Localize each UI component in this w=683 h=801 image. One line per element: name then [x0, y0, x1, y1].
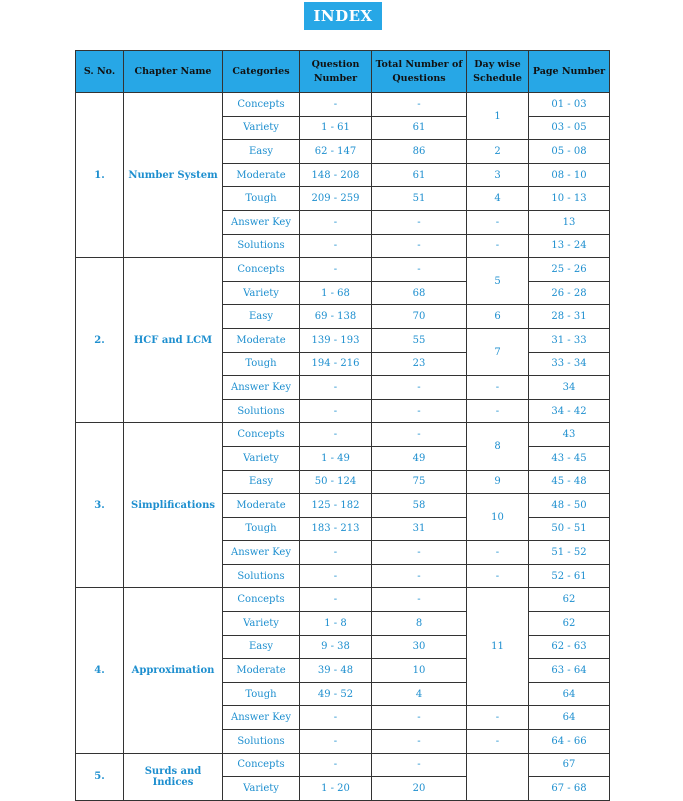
total-questions-cell: 58: [372, 494, 467, 518]
question-number-cell: 209 - 259: [300, 187, 372, 211]
header-page-number: Page Number: [529, 51, 610, 93]
total-questions-cell: -: [372, 730, 467, 754]
question-number-cell: -: [300, 588, 372, 612]
category-cell: Easy: [223, 470, 300, 494]
day-schedule-cell: 6: [467, 305, 529, 329]
question-number-cell: -: [300, 258, 372, 282]
day-schedule-cell: 9: [467, 470, 529, 494]
category-cell: Concepts: [223, 753, 300, 777]
total-questions-cell: -: [372, 706, 467, 730]
page-number-cell: 64: [529, 706, 610, 730]
category-cell: Solutions: [223, 564, 300, 588]
question-number-cell: -: [300, 399, 372, 423]
question-number-cell: 139 - 193: [300, 328, 372, 352]
header-question-number: Question Number: [300, 51, 372, 93]
category-cell: Concepts: [223, 93, 300, 117]
day-schedule-cell: 5: [467, 258, 529, 305]
day-schedule-cell: -: [467, 706, 529, 730]
total-questions-cell: 20: [372, 777, 467, 801]
chapter-sno: 2.: [76, 258, 124, 423]
question-number-cell: -: [300, 730, 372, 754]
page-number-cell: 63 - 64: [529, 659, 610, 683]
day-schedule-cell: -: [467, 730, 529, 754]
page-number-cell: 01 - 03: [529, 93, 610, 117]
total-questions-cell: -: [372, 423, 467, 447]
table-row: [76, 753, 610, 777]
category-cell: Variety: [223, 116, 300, 140]
day-schedule-cell: 1: [467, 93, 529, 140]
total-questions-cell: -: [372, 399, 467, 423]
page-number-cell: 64 - 66: [529, 730, 610, 754]
category-cell: Easy: [223, 305, 300, 329]
page-number-cell: 08 - 10: [529, 163, 610, 187]
day-schedule-cell: 4: [467, 187, 529, 211]
page-number-cell: 62: [529, 588, 610, 612]
total-questions-cell: -: [372, 93, 467, 117]
category-cell: Concepts: [223, 258, 300, 282]
category-cell: Moderate: [223, 163, 300, 187]
total-questions-cell: 86: [372, 140, 467, 164]
page-number-cell: 43: [529, 423, 610, 447]
question-number-cell: 50 - 124: [300, 470, 372, 494]
question-number-cell: -: [300, 541, 372, 565]
day-schedule-cell: 7: [467, 328, 529, 375]
total-questions-cell: 55: [372, 328, 467, 352]
total-questions-cell: 70: [372, 305, 467, 329]
header-categories: Categories: [223, 51, 300, 93]
question-number-cell: -: [300, 234, 372, 258]
question-number-cell: -: [300, 564, 372, 588]
category-cell: Moderate: [223, 659, 300, 683]
question-number-cell: 1 - 20: [300, 777, 372, 801]
total-questions-cell: 10: [372, 659, 467, 683]
question-number-cell: 125 - 182: [300, 494, 372, 518]
question-number-cell: 148 - 208: [300, 163, 372, 187]
category-cell: Answer Key: [223, 210, 300, 234]
day-schedule-cell: -: [467, 210, 529, 234]
total-questions-cell: 61: [372, 163, 467, 187]
question-number-cell: 1 - 61: [300, 116, 372, 140]
page-number-cell: 48 - 50: [529, 494, 610, 518]
page-number-cell: 67: [529, 753, 610, 777]
question-number-cell: -: [300, 753, 372, 777]
chapter-sno: 4.: [76, 588, 124, 753]
total-questions-cell: 4: [372, 682, 467, 706]
day-schedule-cell: -: [467, 399, 529, 423]
total-questions-cell: -: [372, 376, 467, 400]
category-cell: Variety: [223, 281, 300, 305]
header-row: [76, 51, 610, 93]
total-questions-cell: 31: [372, 517, 467, 541]
header-chapter-name: Chapter Name: [124, 51, 223, 93]
category-cell: Easy: [223, 635, 300, 659]
chapter-name: Number System: [124, 93, 223, 258]
total-questions-cell: -: [372, 210, 467, 234]
category-cell: Tough: [223, 187, 300, 211]
category-cell: Variety: [223, 446, 300, 470]
question-number-cell: 1 - 8: [300, 612, 372, 636]
total-questions-cell: -: [372, 234, 467, 258]
question-number-cell: -: [300, 706, 372, 730]
day-schedule-cell: 2: [467, 140, 529, 164]
index-body: [76, 93, 610, 801]
category-cell: Tough: [223, 352, 300, 376]
day-schedule-cell: 11: [467, 588, 529, 706]
chapter-sno: 5.: [76, 753, 124, 800]
day-schedule-cell: -: [467, 234, 529, 258]
total-questions-cell: -: [372, 753, 467, 777]
header-day-schedule: Day wise Schedule: [467, 51, 529, 93]
day-schedule-cell: -: [467, 564, 529, 588]
chapter-name: Approximation: [124, 588, 223, 753]
category-cell: Variety: [223, 612, 300, 636]
question-number-cell: 9 - 38: [300, 635, 372, 659]
question-number-cell: -: [300, 376, 372, 400]
page-number-cell: 13: [529, 210, 610, 234]
question-number-cell: 183 - 213: [300, 517, 372, 541]
page-number-cell: 52 - 61: [529, 564, 610, 588]
category-cell: Answer Key: [223, 541, 300, 565]
day-schedule-cell: 10: [467, 494, 529, 541]
page-number-cell: 62: [529, 612, 610, 636]
category-cell: Moderate: [223, 494, 300, 518]
table-row: [76, 588, 610, 612]
day-schedule-cell: -: [467, 541, 529, 565]
total-questions-cell: 23: [372, 352, 467, 376]
chapter-name: Simplifications: [124, 423, 223, 588]
day-schedule-cell: -: [467, 376, 529, 400]
question-number-cell: 1 - 68: [300, 281, 372, 305]
page-number-cell: 26 - 28: [529, 281, 610, 305]
category-cell: Answer Key: [223, 706, 300, 730]
index-title: INDEX: [304, 2, 382, 30]
page-number-cell: 67 - 68: [529, 777, 610, 801]
page-number-cell: 10 - 13: [529, 187, 610, 211]
day-schedule-cell: 8: [467, 423, 529, 470]
day-schedule-cell: 3: [467, 163, 529, 187]
page-number-cell: 34 - 42: [529, 399, 610, 423]
table-row: [76, 258, 610, 282]
page-number-cell: 64: [529, 682, 610, 706]
page-number-cell: 28 - 31: [529, 305, 610, 329]
question-number-cell: -: [300, 210, 372, 234]
question-number-cell: 49 - 52: [300, 682, 372, 706]
page-number-cell: 25 - 26: [529, 258, 610, 282]
total-questions-cell: 68: [372, 281, 467, 305]
page-number-cell: 13 - 24: [529, 234, 610, 258]
total-questions-cell: 75: [372, 470, 467, 494]
category-cell: Solutions: [223, 234, 300, 258]
total-questions-cell: 8: [372, 612, 467, 636]
page-number-cell: 31 - 33: [529, 328, 610, 352]
question-number-cell: 39 - 48: [300, 659, 372, 683]
question-number-cell: 1 - 49: [300, 446, 372, 470]
total-questions-cell: 61: [372, 116, 467, 140]
page-number-cell: 51 - 52: [529, 541, 610, 565]
page-number-cell: 34: [529, 376, 610, 400]
total-questions-cell: -: [372, 258, 467, 282]
total-questions-cell: -: [372, 541, 467, 565]
chapter-sno: 1.: [76, 93, 124, 258]
category-cell: Moderate: [223, 328, 300, 352]
category-cell: Tough: [223, 517, 300, 541]
question-number-cell: -: [300, 93, 372, 117]
page-number-cell: 05 - 08: [529, 140, 610, 164]
chapter-name: HCF and LCM: [124, 258, 223, 423]
question-number-cell: -: [300, 423, 372, 447]
page-number-cell: 03 - 05: [529, 116, 610, 140]
category-cell: Easy: [223, 140, 300, 164]
total-questions-cell: -: [372, 564, 467, 588]
question-number-cell: 69 - 138: [300, 305, 372, 329]
day-schedule-cell: [467, 753, 529, 800]
index-table: [75, 50, 610, 801]
page-number-cell: 33 - 34: [529, 352, 610, 376]
category-cell: Answer Key: [223, 376, 300, 400]
question-number-cell: 62 - 147: [300, 140, 372, 164]
page-number-cell: 45 - 48: [529, 470, 610, 494]
table-row: [76, 423, 610, 447]
category-cell: Solutions: [223, 730, 300, 754]
header-sno: S. No.: [76, 51, 124, 93]
total-questions-cell: 51: [372, 187, 467, 211]
page-number-cell: 62 - 63: [529, 635, 610, 659]
category-cell: Variety: [223, 777, 300, 801]
question-number-cell: 194 - 216: [300, 352, 372, 376]
chapter-sno: 3.: [76, 423, 124, 588]
category-cell: Concepts: [223, 423, 300, 447]
header-total-questions: Total Number of Questions: [372, 51, 467, 93]
total-questions-cell: 30: [372, 635, 467, 659]
table-row: [76, 93, 610, 117]
category-cell: Tough: [223, 682, 300, 706]
page-number-cell: 43 - 45: [529, 446, 610, 470]
category-cell: Concepts: [223, 588, 300, 612]
total-questions-cell: 49: [372, 446, 467, 470]
page-number-cell: 50 - 51: [529, 517, 610, 541]
category-cell: Solutions: [223, 399, 300, 423]
chapter-name: Surds and Indices: [124, 753, 223, 800]
total-questions-cell: -: [372, 588, 467, 612]
